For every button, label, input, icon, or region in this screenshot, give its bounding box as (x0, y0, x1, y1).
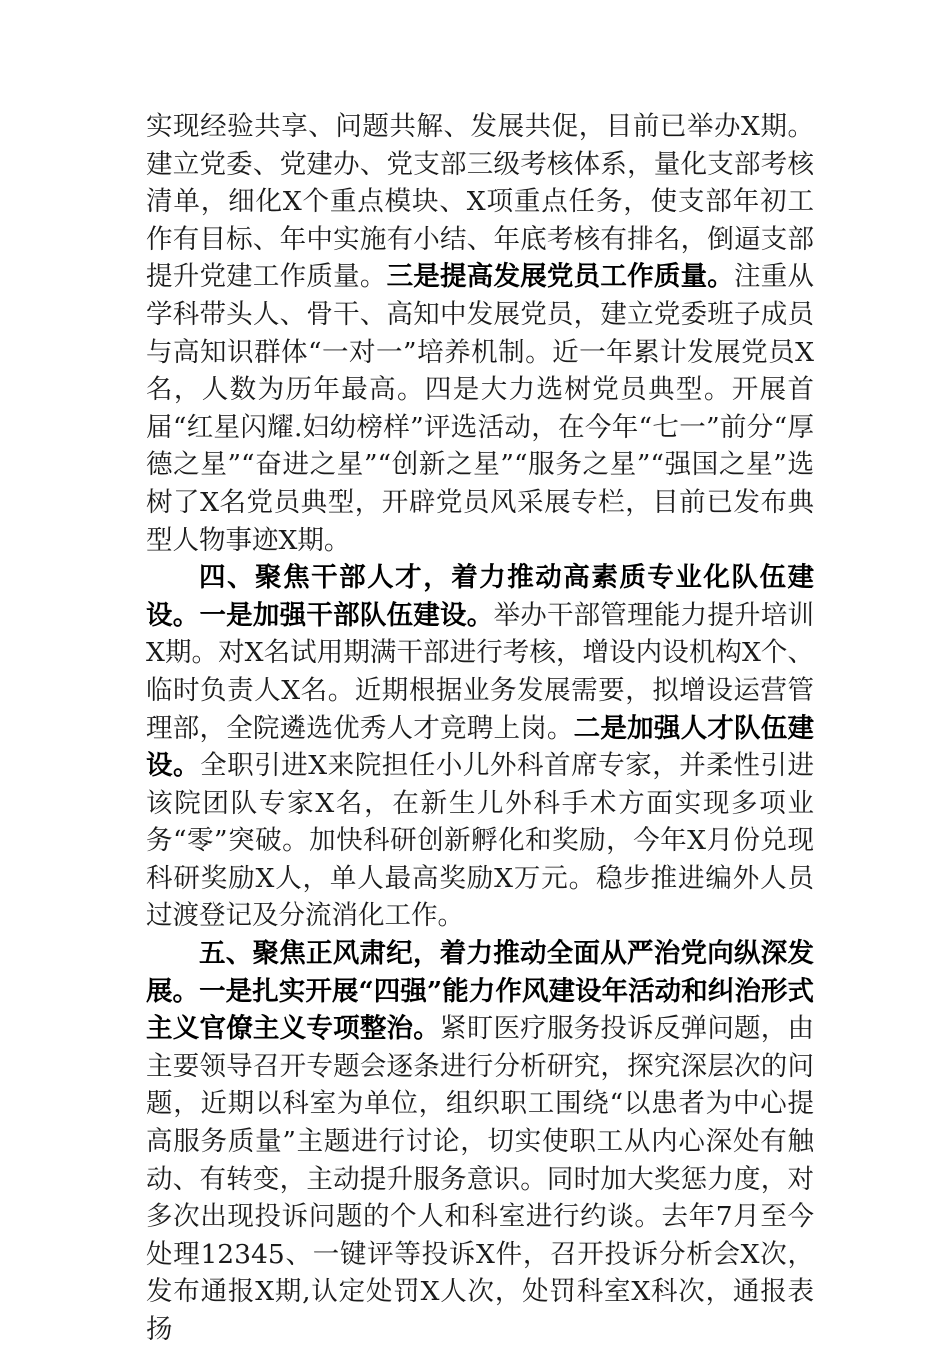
section-five-heading: 五、聚焦正风肃纪，着力推动全面从严治党向纵深发展。一是扎实开展“四强”能力作风建设年活动和纠治形式主义官僚主义专项整治。 (146, 938, 814, 1045)
paragraph-text: 紧盯医疗服务投诉反弹问题，由主要领导召开专题会逐条进行分析研究，探究深层次的问题，近期以科室为单位，组织职工围绕“以患者为中心提高服务质量”主题进行讨论，切实使职工从内心深处有触动、有转变，主动提升服务意识。同时加大奖惩力度，对多次出现投诉问题的个人和科室进行约谈。去年7月至今处理12345、一键评等投诉X件，召开投诉分析会X次，发布通报X期,认定处罚X人次，处罚科室X科次，通报表扬 (146, 1013, 815, 1345)
paragraph-section-four (146, 559, 814, 935)
bold-heading-two: 二是加强人才队伍建设。 (146, 712, 815, 782)
paragraph-section-five (146, 935, 814, 1349)
paragraph-party-building (146, 108, 814, 559)
paragraph-text: 全职引进X来院担任小儿外科首席专家，并柔性引进该院团队专家X名，在新生儿外科手术方面实现多项业务“零”突破。加快科研创新孵化和奖励，今年X月份兑现科研奖励X人，单人最高奖励X万元。稳步推进编外人员过渡登记及分流消化工作。 (146, 750, 814, 932)
bold-heading-three: 三是提高发展党员工作质量。 (386, 261, 735, 293)
paragraph-text: 注重从学科带头人、骨干、高知中发展党员，建立党委班子成员与高知识群体“一对一”培养机制。近一年累计发展党员X名，人数为历年最高。四是大力选树党员典型。开展首届“红星闪耀.妇幼榜样”评选活动，在今年“七一”前分“厚德之星”“奋进之星”“创新之星”“服务之星”“强国之星”选树了X名党员典型，开辟党员风采展专栏，目前已发布典型人物事迹X期。 (146, 261, 815, 556)
document-body (146, 108, 814, 1349)
paragraph-text: 举办干部管理能力提升培训X期。对X名试用期满干部进行考核，增设内设机构X个、临时负责人X名。近期根据业务发展需要，拟增设运营管理部，全院遴选优秀人才竞聘上岗。 (146, 599, 815, 744)
paragraph-text: 实现经验共享、问题共解、发展共促，目前已举办X期。建立党委、党建办、党支部三级考核体系，量化支部考核清单，细化X个重点模块、X项重点任务，使支部年初工作有目标、年中实施有小结、年底考核有排名，倒逼支部提升党建工作质量。 (146, 111, 814, 293)
section-four-heading: 四、聚焦干部人才，着力推动高素质专业化队伍建设。一是加强干部队伍建设。 (146, 562, 814, 631)
